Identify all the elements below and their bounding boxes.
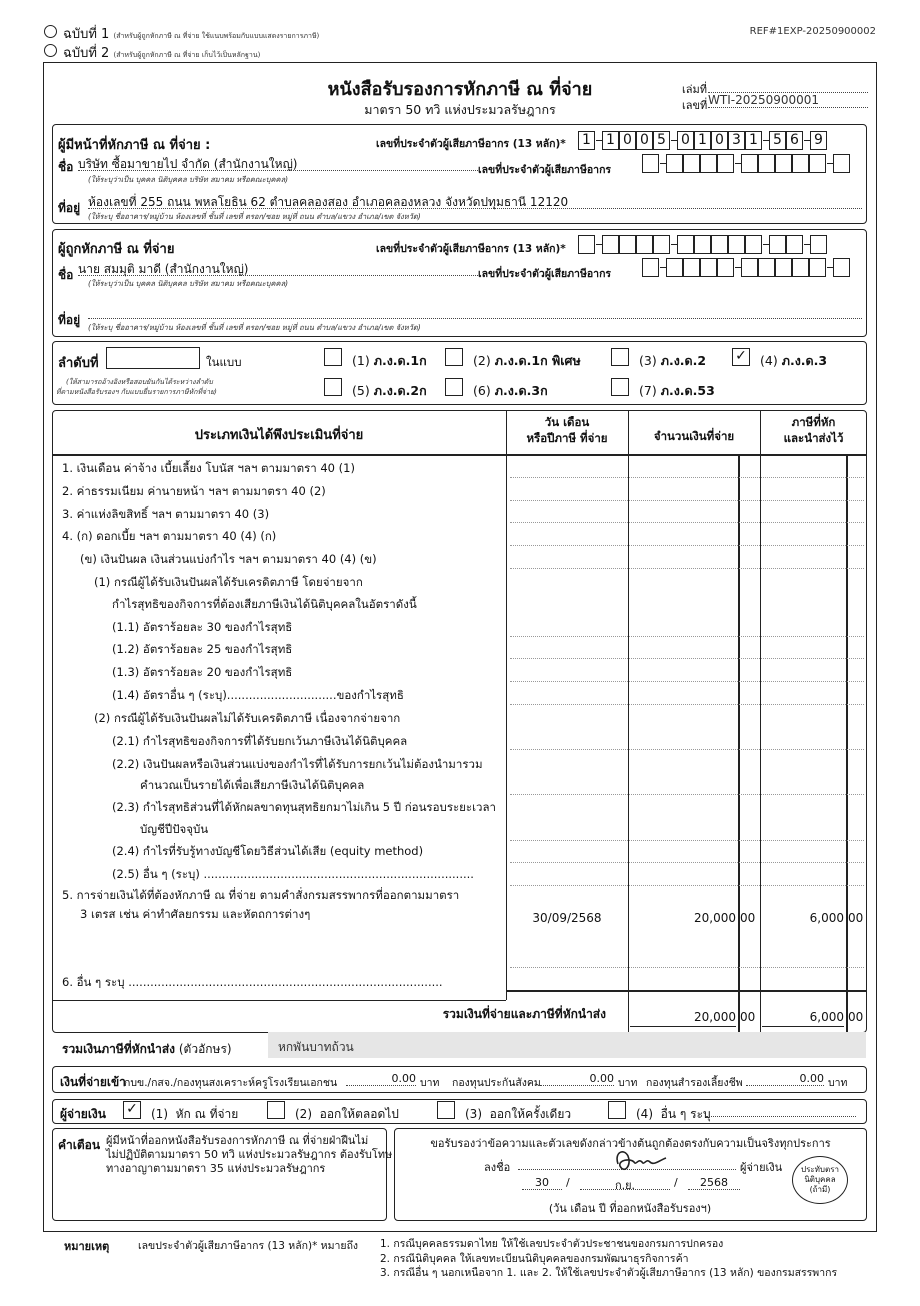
form-pnd1k-special-checkbox[interactable] xyxy=(445,348,463,366)
row5-date[interactable]: 30/09/2568 xyxy=(532,911,602,925)
form-name: ภ.ง.ด.3 xyxy=(781,353,828,368)
copy-1-option xyxy=(63,23,319,44)
form-name: ภ.ง.ด.2 xyxy=(660,353,707,368)
row5-tax-decimals: 00 xyxy=(848,911,864,925)
form-pnd1k-special-label xyxy=(473,351,581,371)
payer-taxid-digit: 1 xyxy=(602,131,619,150)
col-date-header-2: หรือปีภาษี ที่จ่าย xyxy=(526,431,608,445)
seq-label: ลำดับที่ xyxy=(58,356,99,371)
copy-2-label: ฉบับที่ 2 xyxy=(63,46,110,61)
funds-gpf-label: กบข./กสจ./กองทุนสงเคราะห์ครูโรงเรียนเอกชน xyxy=(124,1077,338,1089)
form-num: (7) xyxy=(639,383,657,398)
copy-2-radio[interactable] xyxy=(44,44,57,57)
income-row: (1.3) อัตราร้อยละ 20 ของกำไรสุทธิ xyxy=(112,665,293,679)
income-row: 4. (ก) ดอกเบี้ย ฯลฯ ตามมาตรา 40 (4) (ก) xyxy=(62,529,277,543)
payer-taxid2-boxes[interactable] xyxy=(642,154,862,174)
form-title: หนังสือรับรองการหักภาษี ณ ที่จ่าย xyxy=(327,79,593,100)
date-year[interactable]: 2568 xyxy=(688,1176,740,1190)
form-name: ภ.ง.ด.53 xyxy=(660,383,715,398)
total-tax-decimals: 00 xyxy=(848,1010,864,1024)
option-num: (2) xyxy=(295,1107,312,1121)
book-number-label: เล่มที่ xyxy=(682,83,708,96)
income-row: (ข) เงินปันผล เงินส่วนแบ่งกำไร ฯลฯ ตามมาตรา 40 (4) (ข) xyxy=(80,552,377,566)
income-row: 6. อื่น ๆ ระบุ ...................................................................................... xyxy=(62,975,443,989)
method-once-checkbox[interactable] xyxy=(437,1101,455,1119)
income-row: 2. ค่าธรรมเนียม ค่านายหน้า ฯลฯ ตามมาตรา 40 (2) xyxy=(62,484,326,498)
option-num: (3) xyxy=(465,1107,482,1121)
note-intro: เลขประจำตัวผู้เสียภาษีอากร (13 หลัก)* หมายถึง xyxy=(138,1240,359,1252)
method-always-checkbox[interactable] xyxy=(267,1101,285,1119)
total-amount: 20,000 xyxy=(630,1010,736,1027)
seq-input[interactable] xyxy=(106,347,200,369)
payee-name-label: ชื่อ xyxy=(58,268,74,282)
income-row: (1.2) อัตราร้อยละ 25 ของกำไรสุทธิ xyxy=(112,642,293,656)
income-row: 5. การจ่ายเงินได้ที่ต้องหักภาษี ณ ที่จ่าย ตามคำสั่งกรมสรรพากรที่ออกตามมาตรา xyxy=(62,888,460,902)
income-row: คำนวณเป็นรายได้เพื่อเสียภาษีเงินได้นิติบุคคล xyxy=(140,778,365,792)
warning-text xyxy=(106,1134,392,1176)
warning-line: ทางอาญาตามมาตรา 35 แห่งประมวลรัษฎากร xyxy=(106,1162,326,1175)
row5-tax[interactable]: 6,000 xyxy=(809,911,844,925)
payee-address-hint: (ให้ระบุ ชื่ออาคาร/หมู่บ้าน ห้องเลขที่ ชั้นที่ เลขที่ ตรอก/ซอย หมู่ที่ ถนน ตำบล/แขวง อำเภอ/เขต จังหวัด) xyxy=(88,323,421,332)
form-name: ภ.ง.ด.3ก xyxy=(494,383,548,398)
option-name: อื่น ๆ ระบุ xyxy=(660,1107,711,1121)
form-num: (1) xyxy=(352,353,370,368)
option-name: ออกให้ตลอดไป xyxy=(319,1107,399,1121)
form-pnd53-checkbox[interactable] xyxy=(611,378,629,396)
date-month[interactable]: ก.ย. xyxy=(580,1176,670,1190)
method-always-label xyxy=(295,1105,399,1124)
income-row: (2.2) เงินปันผลหรือเงินส่วนแบ่งของกำไรที่ได้รับการยกเว้นไม่ต้องนำมารวม xyxy=(112,757,483,771)
payer-taxid-digit: 1 xyxy=(694,131,711,150)
funds-pvd-value[interactable]: 0.00 xyxy=(746,1072,824,1086)
option-num: (1) xyxy=(151,1107,168,1121)
company-stamp-area xyxy=(792,1156,848,1204)
payee-address-label: ที่อยู่ xyxy=(58,313,81,327)
date-day[interactable]: 30 xyxy=(522,1176,562,1190)
income-row: 1. เงินเดือน ค่าจ้าง เบี้ยเลี้ยง โบนัส ฯลฯ ตามมาตรา 40 (1) xyxy=(62,461,355,475)
option-name: ออกให้ครั้งเดียว xyxy=(489,1107,572,1121)
check-icon: ✓ xyxy=(126,1101,138,1117)
col-amount-header: จำนวนเงินที่จ่าย xyxy=(653,429,735,443)
note-line: 2. กรณีนิติบุคคล ให้เลขทะเบียนนิติบุคคลของกรมพัฒนาธุรกิจการค้า xyxy=(380,1252,689,1265)
col-type-header: ประเภทเงินได้พึงประเมินที่จ่าย xyxy=(194,428,364,443)
payee-taxid-label: เลขที่ประจำตัวผู้เสียภาษีอากร (13 หลัก)* xyxy=(376,243,566,255)
note-label: หมายเหตุ xyxy=(64,1240,110,1253)
income-row: 3. ค่าแห่งลิขสิทธิ์ ฯลฯ ตามมาตรา 40 (3) xyxy=(62,507,270,521)
seq-hint-1: (ให้สามารถอ้างอิงหรือสอบยันกันได้ระหว่างลำดับ xyxy=(66,378,213,386)
warning-line: ไม่ปฏิบัติตามมาตรา 50 ทวิ แห่งประมวลรัษฎากร ต้องรับโทษ xyxy=(106,1148,393,1161)
date-caption: (วัน เดือน ปี ที่ออกหนังสือรับรองฯ) xyxy=(548,1202,712,1215)
payer-taxid-digit: 9 xyxy=(810,131,827,150)
copy-2-option xyxy=(63,42,260,63)
sign-label: ลงชื่อ xyxy=(484,1161,511,1174)
income-row: (2.5) อื่น ๆ (ระบุ) .......................................................................... xyxy=(112,867,474,881)
payee-heading: ผู้ถูกหักภาษี ณ ที่จ่าย xyxy=(58,242,175,257)
total-words-suffix: (ตัวอักษร) xyxy=(178,1042,232,1056)
payee-address-field[interactable] xyxy=(88,305,862,319)
copy-1-note: (สำหรับผู้ถูกหักภาษี ณ ที่จ่าย ใช้แนบพร้อมกับแบบแสดงรายการภาษี) xyxy=(113,32,320,40)
payer-name-label: ชื่อ xyxy=(58,160,74,174)
payer-address-label: ที่อยู่ xyxy=(58,201,81,215)
payee-name-field[interactable]: นาย สมมุติ มาดี (สำนักงานใหญ่) xyxy=(78,260,478,276)
form-subtitle: มาตรา 50 ทวิ แห่งประมวลรัษฎากร xyxy=(364,102,556,117)
payee-name-hint: (ให้ระบุว่าเป็น บุคคล นิติบุคคล บริษัท สมาคม หรือคณะบุคคล) xyxy=(88,279,289,288)
form-pnd1k-label xyxy=(352,351,427,371)
note-line: 1. กรณีบุคคลธรรมดาไทย ให้ใช้เลขประจำตัวประชาชนของกรมการปกครอง xyxy=(380,1238,724,1250)
payer-name-hint: (ให้ระบุว่าเป็น บุคคล นิติบุคคล บริษัท สมาคม หรือคณะบุคคล) xyxy=(88,175,289,184)
form-num: (5) xyxy=(352,383,370,398)
doc-number-field[interactable]: WTI-20250900001 xyxy=(708,93,868,108)
total-label: รวมเงินที่จ่ายและภาษีที่หักนำส่ง xyxy=(442,1007,606,1021)
payer-taxid-digit: 6 xyxy=(786,131,803,150)
copy-1-label: ฉบับที่ 1 xyxy=(63,27,110,42)
form-pnd2k-label xyxy=(352,381,427,401)
funds-label: เงินที่จ่ายเข้า xyxy=(60,1075,126,1089)
total-tax: 6,000 xyxy=(762,1010,844,1027)
baht-unit: บาท xyxy=(420,1077,440,1089)
method-once-label xyxy=(465,1105,571,1124)
form-num: (3) xyxy=(639,353,657,368)
form-num: (6) xyxy=(473,383,491,398)
reference-number: REF#1EXP-20250900002 xyxy=(749,26,876,37)
payer-address-field[interactable]: ห้องเลขที่ 255 ถนน พหลโยธิน 62 ตำบลคลองสอง อำเภอคลองหลวง จังหวัดปทุมธานี 12120 xyxy=(88,193,862,209)
payer-taxid-boxes[interactable] xyxy=(578,131,862,151)
method-other-field[interactable] xyxy=(706,1104,856,1117)
warning-line: ผู้มีหน้าที่ออกหนังสือรับรองการหักภาษี ณ ที่จ่ายฝ่าฝืนไม่ xyxy=(106,1134,369,1147)
payee-taxid-boxes[interactable] xyxy=(578,235,862,255)
form-name: ภ.ง.ด.1ก xyxy=(373,353,427,368)
copy-1-radio[interactable] xyxy=(44,25,57,38)
form-pnd3-checkbox[interactable] xyxy=(732,348,750,366)
payer-taxid2-label: เลขที่ประจำตัวผู้เสียภาษีอากร xyxy=(478,164,612,176)
copy-2-note: (สำหรับผู้ถูกหักภาษี ณ ที่จ่าย เก็บไว้เป็นหลักฐาน) xyxy=(113,51,261,59)
payer-heading: ผู้มีหน้าที่หักภาษี ณ ที่จ่าย : xyxy=(58,138,211,153)
payer-taxid-digit: 5 xyxy=(653,131,670,150)
income-row: กำไรสุทธิของกิจการที่ต้องเสียภาษีเงินได้นิติบุคคลในอัตราดังนี้ xyxy=(112,597,417,611)
check-icon: ✓ xyxy=(735,348,747,364)
income-row: (1.1) อัตราร้อยละ 30 ของกำไรสุทธิ xyxy=(112,620,293,634)
form-pnd3k-label xyxy=(473,381,548,401)
note-list xyxy=(380,1237,837,1281)
stamp-text: (ถ้ามี) xyxy=(809,1185,831,1194)
option-num: (4) xyxy=(636,1107,653,1121)
form-pnd3k-checkbox[interactable] xyxy=(445,378,463,396)
payer-taxid-digit: 0 xyxy=(711,131,728,150)
seq-in-form: ในแบบ xyxy=(206,355,242,369)
funds-pvd-label: กองทุนสำรองเลี้ยงชีพ xyxy=(646,1077,743,1089)
method-withhold-label xyxy=(151,1105,238,1124)
total-words-label: รวมเงินภาษีที่หักนำส่ง xyxy=(62,1042,176,1056)
stamp-text: ประทับตรา xyxy=(800,1165,839,1174)
method-other-checkbox[interactable] xyxy=(608,1101,626,1119)
payer-method-label: ผู้จ่ายเงิน xyxy=(60,1107,106,1121)
form-name: ภ.ง.ด.2ก xyxy=(373,383,427,398)
payee-taxid2-label: เลขที่ประจำตัวผู้เสียภาษีอากร xyxy=(478,268,612,280)
payer-address-hint: (ให้ระบุ ชื่ออาคาร/หมู่บ้าน ห้องเลขที่ ชั้นที่ เลขที่ ตรอก/ซอย หมู่ที่ ถนน ตำบล/แขวง อำเภอ/เขต จังหวัด) xyxy=(88,212,421,221)
income-row: (1) กรณีผู้ได้รับเงินปันผลได้รับเครดิตภาษี โดยจ่ายจาก xyxy=(94,575,363,589)
total-words-field[interactable] xyxy=(268,1032,866,1058)
certify-text: ขอรับรองว่าข้อความและตัวเลขดังกล่าวข้างต้นถูกต้องตรงกับความเป็นจริงทุกประการ xyxy=(430,1137,831,1150)
total-words-label-group xyxy=(62,1040,232,1059)
payer-taxid-digit: 1 xyxy=(578,131,595,150)
note-line: 3. กรณีอื่น ๆ นอกเหนือจาก 1. และ 2. ให้ใช้เลขประจำตัวผู้เสียภาษีอากร (13 หลัก) ของกรมสรรพากร xyxy=(380,1267,838,1279)
payer-name-field[interactable]: บริษัท ซื้อมาขายไป จำกัด (สำนักงานใหญ่) xyxy=(78,155,478,171)
income-row: 3 เตรส เช่น ค่าทำศัลยกรรม และหัตถการต่างๆ xyxy=(80,907,311,921)
form-num: (2) xyxy=(473,353,491,368)
col-tax-header-2: และนำส่งไว้ xyxy=(783,431,844,445)
option-name: หัก ณ ที่จ่าย xyxy=(175,1107,239,1121)
method-withhold-checkbox[interactable] xyxy=(123,1101,141,1119)
income-row: (2.3) กำไรสุทธิส่วนที่ได้หักผลขาดทุนสุทธิยกมาไม่เกิน 5 ปี ก่อนรอบระยะเวลา xyxy=(112,800,496,814)
form-pnd2k-checkbox[interactable] xyxy=(324,378,342,396)
funds-sso-label: กองทุนประกันสังคม xyxy=(452,1077,541,1089)
funds-gpf-value[interactable]: 0.00 xyxy=(346,1072,416,1086)
total-words-value: หกพันบาทถ้วน xyxy=(278,1040,354,1054)
signature-icon xyxy=(610,1142,670,1178)
baht-unit: บาท xyxy=(828,1077,848,1089)
row5-amount[interactable]: 20,000 xyxy=(694,911,736,925)
seq-hint-2: ที่ตามหนังสือรับรองฯ กับแบบยื่นรายการภาษีหักที่จ่าย) xyxy=(56,388,217,396)
payer-taxid-digit: 0 xyxy=(677,131,694,150)
form-name: ภ.ง.ด.1ก พิเศษ xyxy=(494,353,581,368)
form-pnd53-label xyxy=(639,381,715,401)
form-pnd2-checkbox[interactable] xyxy=(611,348,629,366)
warning-label: คำเตือน xyxy=(58,1138,101,1152)
col-tax-header-1: ภาษีที่หัก xyxy=(791,415,836,429)
income-row: (2) กรณีผู้ได้รับเงินปันผลไม่ได้รับเครดิตภาษี เนื่องจากจ่ายจาก xyxy=(94,711,401,725)
payer-taxid-digit: 0 xyxy=(619,131,636,150)
income-row: (2.4) กำไรที่รับรู้ทางบัญชีโดยวิธีส่วนได้เสีย (equity method) xyxy=(112,844,424,858)
income-row: (1.4) อัตราอื่น ๆ (ระบุ)..............................ของกำไรสุทธิ xyxy=(112,688,404,702)
doc-number-label: เลขที่ xyxy=(682,99,708,112)
book-number-field[interactable] xyxy=(708,80,868,93)
form-num: (4) xyxy=(760,353,778,368)
total-amount-decimals: 00 xyxy=(740,1010,756,1024)
form-pnd2-label xyxy=(639,351,706,371)
method-other-label xyxy=(636,1105,711,1124)
payer-taxid-digit: 3 xyxy=(728,131,745,150)
payer-taxid-digit: 5 xyxy=(769,131,786,150)
form-pnd1k-checkbox[interactable] xyxy=(324,348,342,366)
income-row: บัญชีปีปัจจุบัน xyxy=(140,822,209,836)
row5-amount-decimals: 00 xyxy=(740,911,756,925)
col-date-header-1: วัน เดือน xyxy=(544,415,590,429)
baht-unit: บาท xyxy=(618,1077,638,1089)
payer-taxid-digit: 0 xyxy=(636,131,653,150)
form-pnd3-label xyxy=(760,351,827,371)
payer-taxid-label: เลขที่ประจำตัวผู้เสียภาษีอากร (13 หลัก)* xyxy=(376,138,566,150)
income-row: (2.1) กำไรสุทธิของกิจการที่ได้รับยกเว้นภาษีเงินได้นิติบุคคล xyxy=(112,734,408,748)
payee-taxid2-boxes[interactable] xyxy=(642,258,862,278)
payer-taxid-digit: 1 xyxy=(745,131,762,150)
funds-sso-value[interactable]: 0.00 xyxy=(540,1072,614,1086)
payer-sign-suffix: ผู้จ่ายเงิน xyxy=(740,1161,783,1174)
stamp-text: นิติบุคคล xyxy=(804,1175,836,1184)
